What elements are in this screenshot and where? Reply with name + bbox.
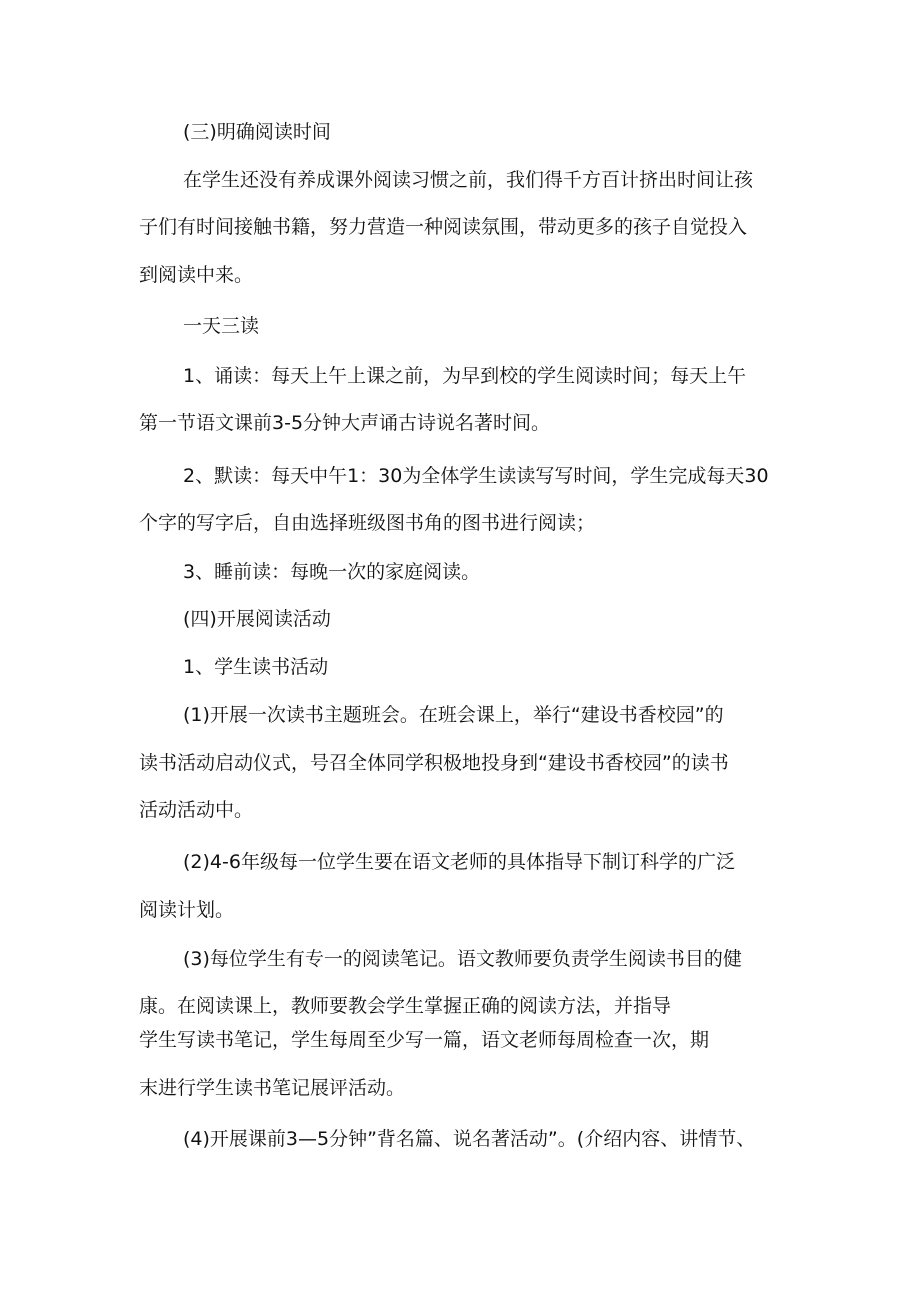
paragraph-line: 学生写读书笔记，学生每周至少写一篇，语文老师每周检查一次，期: [139, 1029, 710, 1051]
paragraph-line: 活动活动中。: [139, 799, 254, 821]
paragraph-line: 康。在阅读课上，教师要教会学生掌握正确的阅读方法，并指导: [139, 995, 672, 1017]
section-heading-4: (四)开展阅读活动: [183, 608, 331, 630]
paragraph-line: 子们有时间接触书籍，努力营造一种阅读氛围，带动更多的孩子自觉投入: [139, 216, 748, 238]
subheading: 1、学生读书活动: [183, 656, 329, 678]
paragraph-line: 2、默读：每天中午1：30为全体学生读读写写时间，学生完成每天30: [183, 465, 769, 487]
paragraph-line: 第一节语文课前3-5分钟大声诵古诗说名著时间。: [139, 412, 551, 434]
section-heading-3: (三)明确阅读时间: [183, 121, 331, 143]
paragraph-line: 1、诵读：每天上午上课之前，为早到校的学生阅读时间；每天上午: [183, 365, 747, 387]
paragraph-line: 末进行学生读书笔记展评活动。: [139, 1077, 406, 1099]
paragraph-line: 3、睡前读：每晚一次的家庭阅读。: [183, 561, 481, 583]
paragraph-line: 到阅读中来。: [139, 264, 254, 286]
paragraph-line: 读书活动启动仪式，号召全体同学积极地投身到“建设书香校园”的读书: [139, 752, 729, 774]
paragraph-line: 阅读计划。: [139, 899, 235, 921]
paragraph-line: 个字的写字后，自由选择班级图书角的图书进行阅读；: [139, 512, 596, 534]
paragraph-line: (3)每位学生有专一的阅读笔记。语文教师要负责学生阅读书目的健: [183, 948, 742, 970]
paragraph-line: (4)开展课前3—5分钟”背名篇、说名著活动”。(介绍内容、讲情节、: [183, 1128, 756, 1150]
subheading: 一天三读: [183, 315, 260, 337]
paragraph-line: (2)4-6年级每一位学生要在语文老师的具体指导下制订科学的广泛: [183, 851, 735, 873]
paragraph-line: (1)开展一次读书主题班会。在班会课上，举行“建设书香校园”的: [183, 704, 724, 726]
paragraph-line: 在学生还没有养成课外阅读习惯之前，我们得千方百计挤出时间让孩: [183, 169, 754, 191]
